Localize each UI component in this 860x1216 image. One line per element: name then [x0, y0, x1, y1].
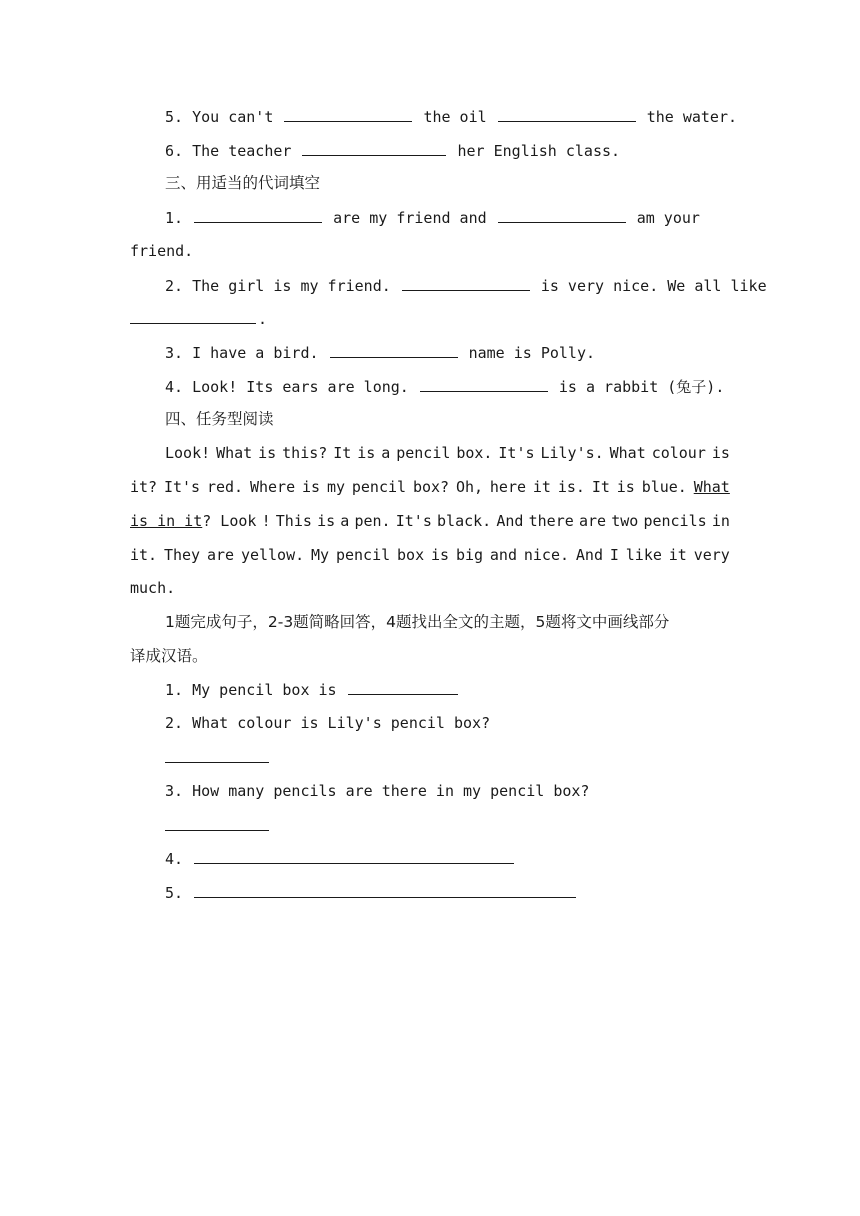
passage-word: pencils: [643, 512, 707, 530]
question-number: 6.: [165, 142, 184, 160]
question-text: am your: [636, 209, 700, 227]
passage-line: much.: [130, 579, 176, 597]
pronoun-question-3: [165, 342, 595, 363]
section-4-heading: 四、任务型阅读: [165, 410, 274, 428]
passage-word: They: [163, 546, 201, 564]
question-text: Look! Its ears are long.: [192, 378, 409, 396]
answer-blank[interactable]: [348, 679, 458, 695]
pronoun-question-1: [165, 207, 700, 228]
passage-word: is: [258, 444, 277, 462]
question-text: are my friend and: [333, 209, 487, 227]
underlined-phrase: What: [693, 478, 730, 496]
passage-word: It's: [498, 444, 535, 462]
question-text: How many pencils are there in my pencil box?: [192, 782, 590, 800]
passage-word: colour: [651, 444, 706, 462]
answer-blank[interactable]: [420, 376, 548, 392]
passage-word: and: [489, 546, 517, 564]
answer-blank[interactable]: [498, 207, 626, 223]
question-text: You can't: [192, 108, 274, 126]
question-number: 1.: [165, 209, 184, 227]
passage-word: And: [496, 512, 524, 530]
answer-blank[interactable]: [130, 308, 256, 324]
passage-word: are: [578, 512, 607, 530]
passage-line: [165, 443, 730, 463]
underlined-phrase: is in it: [130, 512, 203, 530]
question-number: 5.: [165, 884, 184, 902]
pronoun-question-2: [165, 275, 767, 296]
reading-question-2-answer-line: [165, 747, 271, 768]
question-text: I have a bird.: [192, 344, 319, 362]
passage-word: a: [340, 512, 350, 530]
passage-word: Where: [249, 478, 296, 496]
passage-word: It: [333, 444, 352, 462]
answer-blank[interactable]: [194, 882, 576, 898]
passage-word: !: [261, 512, 271, 530]
passage-word: red.: [206, 478, 244, 496]
passage-word: It: [591, 478, 610, 496]
question-number: 4.: [165, 378, 184, 396]
question-number: 3.: [165, 782, 184, 800]
reading-question-5: [165, 882, 578, 903]
reading-question-4: [165, 848, 516, 869]
passage-word: blue.: [641, 478, 687, 496]
answer-blank[interactable]: [194, 848, 514, 864]
reading-question-3: [165, 781, 589, 801]
passage-word: Lily's.: [540, 444, 604, 462]
reading-question-1: [165, 679, 460, 700]
question-number: 3.: [165, 344, 184, 362]
passage-word: here: [489, 478, 527, 496]
passage-word: two: [611, 512, 639, 530]
section-3-heading: 三、用适当的代词填空: [165, 174, 321, 192]
passage-word: it.: [130, 546, 158, 564]
fill-question-6: [165, 140, 620, 161]
question-number: 5.: [165, 108, 184, 126]
question-text: her English class.: [457, 142, 621, 160]
answer-blank[interactable]: [194, 207, 322, 223]
passage-word: box.: [456, 444, 493, 462]
reading-question-2: [165, 713, 490, 733]
task-instructions-continued: 译成汉语。: [130, 647, 208, 665]
passage-word: is: [616, 478, 635, 496]
task-instructions: 1题完成句子，2-3题简略回答，4题找出全文的主题，5题将文中画线部分: [165, 613, 670, 631]
passage-word: is: [357, 444, 376, 462]
passage-word: it: [668, 546, 687, 564]
question-number: 4.: [165, 850, 184, 868]
pronoun-question-2-continued: [130, 308, 267, 329]
passage-word: It's: [163, 478, 201, 496]
passage-word: my: [326, 478, 345, 496]
passage-word: My: [311, 546, 330, 564]
passage-word: What: [609, 444, 646, 462]
question-text: My pencil box is: [192, 681, 337, 699]
passage-word: this?: [282, 444, 328, 462]
answer-blank[interactable]: [330, 342, 458, 358]
passage-word: It's: [395, 512, 432, 530]
passage-word: pencil: [351, 478, 407, 496]
pronoun-question-4: [165, 376, 724, 397]
question-text: The teacher: [192, 142, 292, 160]
passage-word: Oh,: [455, 478, 484, 496]
passage-word: box?: [412, 478, 450, 496]
answer-blank[interactable]: [498, 106, 636, 122]
pronoun-question-1-continued: friend.: [130, 242, 194, 260]
passage-line: [130, 545, 730, 565]
passage-word: is: [302, 478, 321, 496]
question-text: The girl is my friend.: [192, 277, 391, 295]
answer-blank[interactable]: [165, 747, 269, 763]
passage-word: like: [625, 546, 662, 564]
passage-word: [130, 511, 256, 531]
answer-blank[interactable]: [284, 106, 412, 122]
question-text: name is Polly.: [468, 344, 596, 362]
passage-word: is: [431, 546, 450, 564]
passage-word: a: [381, 444, 391, 462]
passage-word: are: [206, 546, 235, 564]
answer-blank[interactable]: [302, 140, 446, 156]
passage-word: pencil: [396, 444, 451, 462]
passage-word: What: [216, 444, 253, 462]
passage-word: is: [317, 512, 336, 530]
fill-question-5: [165, 106, 737, 127]
passage-word: This: [275, 512, 312, 530]
passage-line: [130, 477, 730, 497]
passage-word: big: [455, 546, 484, 564]
answer-blank[interactable]: [165, 815, 269, 831]
passage-word: pen.: [354, 512, 391, 530]
passage-word: is.: [557, 478, 585, 496]
passage-word: yellow.: [240, 546, 305, 564]
passage-word: very: [693, 546, 730, 564]
reading-question-3-answer-line: [165, 815, 271, 836]
question-number: 1.: [165, 681, 184, 699]
question-text: the water.: [646, 108, 738, 126]
passage-word: black.: [437, 512, 492, 530]
passage-word: box: [397, 546, 425, 564]
passage-word: pencil: [335, 546, 391, 564]
passage-line: [130, 511, 730, 531]
passage-word: in: [711, 512, 730, 530]
passage-word: it: [532, 478, 551, 496]
question-text: is very nice. We all like: [540, 277, 767, 295]
question-text: the oil: [423, 108, 487, 126]
passage-word: is: [711, 444, 730, 462]
passage-word: And: [575, 546, 603, 564]
answer-blank[interactable]: [402, 275, 530, 291]
passage-word: it?: [130, 478, 158, 496]
question-number: 2.: [165, 277, 184, 295]
passage-word: ? Look: [202, 512, 257, 530]
passage-word: Look!: [165, 444, 211, 462]
passage-word: I: [609, 546, 619, 564]
question-text: is a rabbit (兔子).: [558, 378, 725, 396]
question-text: .: [258, 310, 268, 328]
question-text: What colour is Lily's pencil box?: [192, 714, 491, 732]
passage-word: nice.: [523, 546, 570, 564]
question-number: 2.: [165, 714, 184, 732]
passage-word: there: [528, 512, 574, 530]
